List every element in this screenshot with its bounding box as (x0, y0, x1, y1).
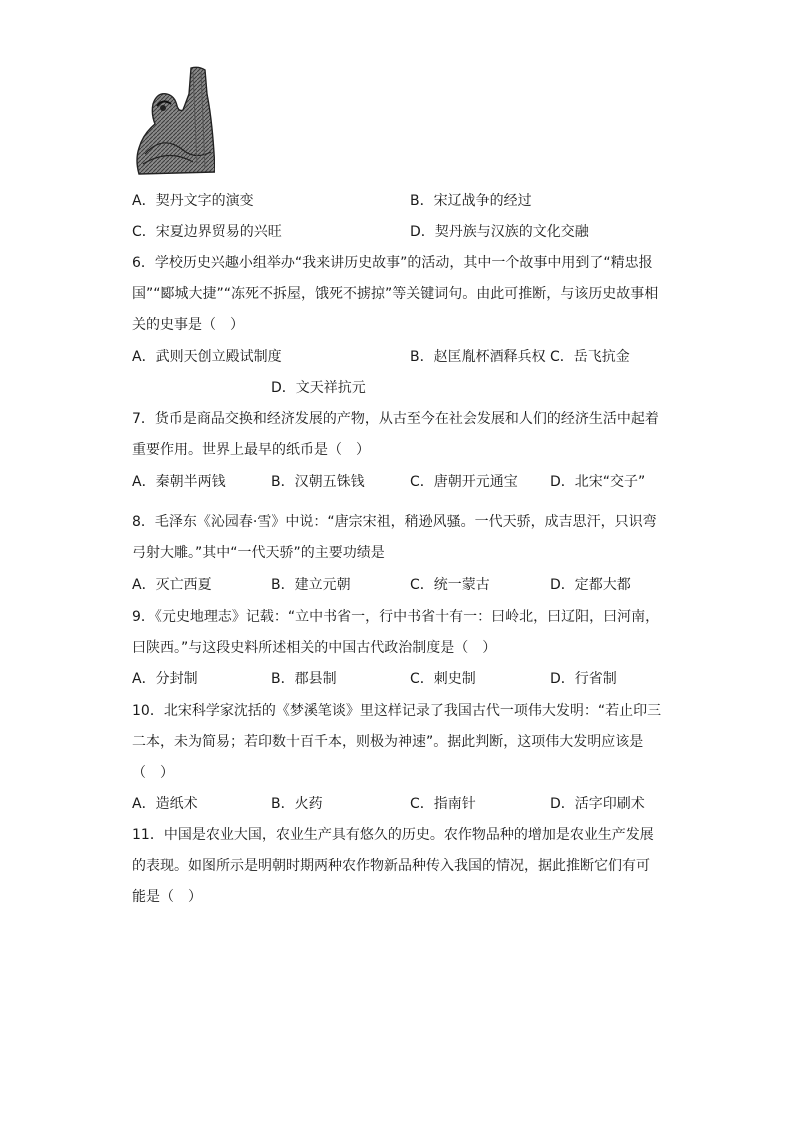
q5-option-a: A．契丹文字的演变 (132, 193, 254, 209)
q11-stem-line-1: 11．中国是农业大国，农业生产具有悠久的历史。农作物品种的增加是农业生产发展 (132, 827, 654, 843)
q10-option-b: B．火药 (271, 796, 323, 812)
q11-stem-line-3: 能是（ ） (132, 889, 202, 905)
q6-option-d: D．文天祥抗元 (271, 380, 366, 396)
q10-stem-line-3: （ ） (132, 765, 174, 781)
q9-stem-line-1: 9．《元史地理志》记载：“立中书省一，行中书省十有一：曰岭北，曰辽阳，曰河南， (132, 609, 660, 625)
q7-option-c: C．唐朝开元通宝 (410, 474, 518, 490)
q10-stem-line-2: 二本，未为简易；若印数十百千本，则极为神速”。据此判断，这项伟大发明应该是 (132, 734, 644, 750)
q10-stem-line-1: 10．北宋科学家沈括的《梦溪笔谈》里这样记录了我国古代一项伟大发明：“若止印三 (132, 703, 662, 719)
q6-option-b: B．赵匡胤杯酒释兵权 (410, 349, 546, 365)
q6-option-a: A．武则天创立殿试制度 (132, 349, 282, 365)
q7-option-a: A．秦朝半两钱 (132, 474, 226, 490)
artifact-pot-image (133, 64, 215, 176)
q7-stem-line-2: 重要作用。世界上最早的纸币是（ ） (132, 442, 370, 458)
q7-option-b: B．汉朝五铢钱 (271, 474, 365, 490)
q9-option-c: C．刺史制 (410, 671, 476, 687)
q6-stem-line-1: 6．学校历史兴趣小组举办“我来讲历史故事”的活动，其中一个故事中用到了“精忠报 (132, 255, 653, 271)
q6-stem-line-2: 国”“郾城大捷”“冻死不拆屋，饿死不掳掠”等关键词句。由此可推断，与该历史故事相 (132, 286, 659, 302)
q8-option-a: A．灭亡西夏 (132, 577, 212, 593)
q9-option-b: B．郡县制 (271, 671, 337, 687)
q8-option-c: C．统一蒙古 (410, 577, 490, 593)
q9-option-d: D．行省制 (550, 671, 617, 687)
q5-option-c: C．宋夏边界贸易的兴旺 (132, 224, 282, 240)
q8-option-d: D．定都大都 (550, 577, 631, 593)
q10-option-d: D．活字印刷术 (550, 796, 645, 812)
q10-option-c: C．指南针 (410, 796, 476, 812)
q10-option-a: A．造纸术 (132, 796, 198, 812)
q7-option-d: D．北宋“交子” (550, 474, 646, 490)
q8-stem-line-2: 弓射大雕。”其中“一代天骄”的主要功绩是 (132, 545, 385, 561)
q5-option-b: B．宋辽战争的经过 (410, 193, 532, 209)
q5-option-d: D．契丹族与汉族的文化交融 (410, 224, 589, 240)
q9-option-a: A．分封制 (132, 671, 198, 687)
q8-option-b: B．建立元朝 (271, 577, 351, 593)
q9-stem-line-2: 曰陕西。”与这段史料所述相关的中国古代政治制度是（ ） (132, 640, 497, 656)
q8-stem-line-1: 8．毛泽东《沁园春·雪》中说：“唐宗宋祖，稍逊风骚。一代天骄，成吉思汗，只识弯 (132, 514, 657, 530)
q11-stem-line-2: 的表现。如图所示是明朝时期两种农作物新品种传入我国的情况，据此推断它们有可 (132, 858, 650, 874)
q7-stem-line-1: 7．货币是商品交换和经济发展的产物，从古至今在社会发展和人们的经济生活中起着 (132, 411, 659, 427)
q6-stem-line-3: 关的史事是（ ） (132, 317, 244, 333)
q6-option-c: C．岳飞抗金 (550, 349, 630, 365)
